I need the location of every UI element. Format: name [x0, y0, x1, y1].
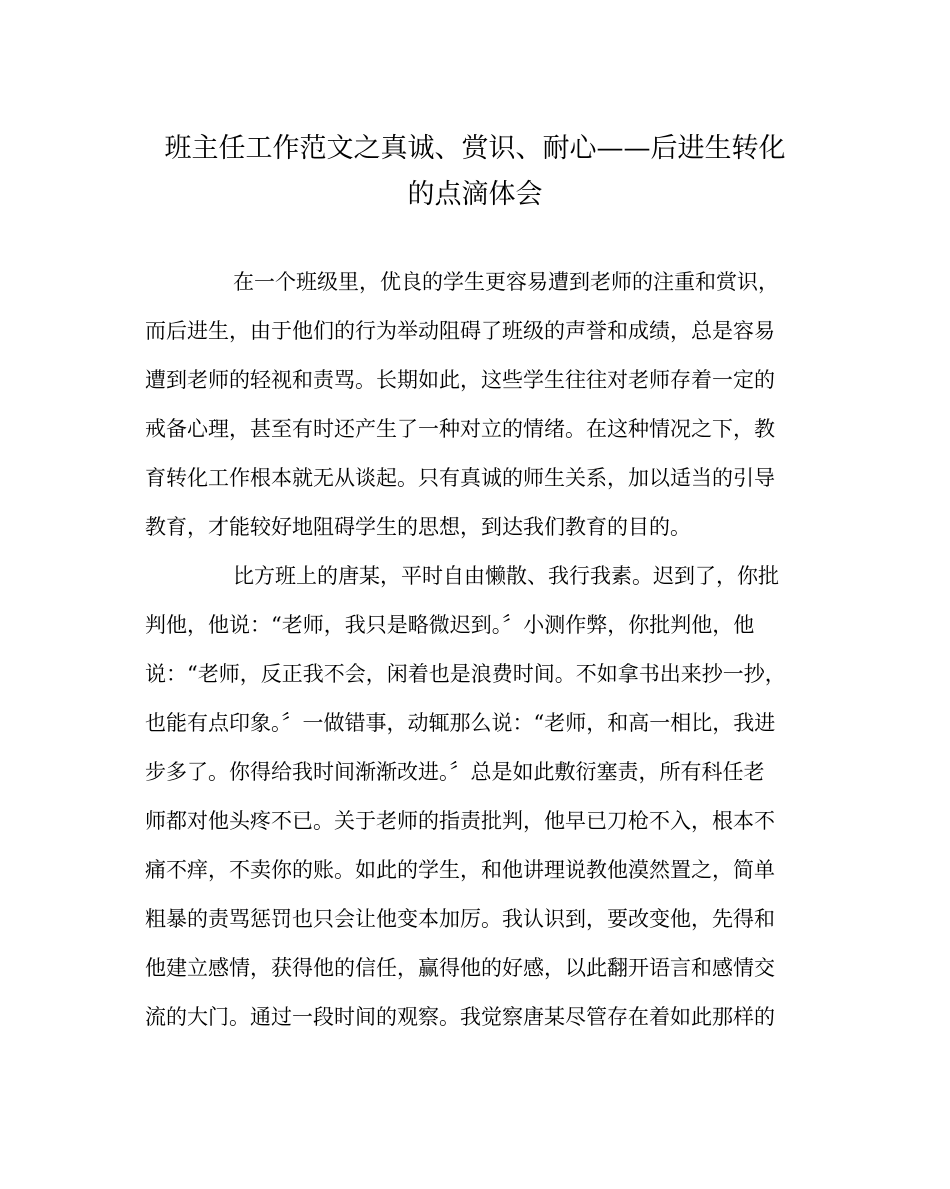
paragraph-1-line-5: 育转化工作根本就无从谈起。只有真诚的师生关系，加以适当的引导	[145, 466, 775, 490]
paragraph-2-line-3: 说：“老师，反正我不会，闲着也是浪费时间。不如拿书出来抄一抄，	[145, 662, 786, 686]
paragraph-2-line-6: 师都对他头疼不已。关于老师的指责批判，他早已刀枪不入，根本不	[145, 809, 775, 833]
paragraph-2-line-7: 痛不痒，不卖你的账。如此的学生，和他讲理说教他漠然置之，简单	[145, 858, 775, 882]
paragraph-1-line-2: 而后进生，由于他们的行为举动阻碍了班级的声誉和成绩，总是容易	[145, 319, 775, 343]
paragraph-1-line-6: 教育，才能较好地阻碍学生的思想，到达我们教育的目的。	[145, 515, 691, 539]
paragraph-2-line-4: 也能有点印象。〞一做错事，动辄那么说：“老师，和高一相比，我进	[145, 711, 776, 735]
paragraph-1-line-3: 遭到老师的轻视和责骂。长期如此，这些学生往往对老师存着一定的	[145, 368, 775, 392]
title-line-2: 的点滴体会	[407, 179, 543, 210]
paragraph-1-line-4: 戒备心理，甚至有时还产生了一种对立的情绪。在这种情况之下，教	[145, 417, 775, 441]
paragraph-2-line-10: 流的大门。通过一段时间的观察。我觉察唐某尽管存在着如此那样的	[145, 1005, 775, 1029]
document-title	[145, 126, 805, 218]
paragraph-2-line-2: 判他，他说：“老师，我只是略微迟到。〞小测作弊，你批判他，他	[145, 613, 755, 637]
paragraph-2-line-1: 比方班上的唐某，平时自由懒散、我行我素。迟到了，你批	[233, 564, 779, 588]
paragraph-2-line-5: 步多了。你得给我时间渐渐改进。〞总是如此敷衍塞责，所有科任老	[145, 760, 765, 784]
title-line-1: 班主任工作范文之真诚、赏识、耐心——后进生转化	[164, 133, 786, 164]
paragraph-2-line-8: 粗暴的责骂惩罚也只会让他变本加厉。我认识到，要改变他，先得和	[145, 907, 775, 931]
paragraph-1-line-1: 在一个班级里，优良的学生更容易遭到老师的注重和赏识，	[233, 270, 779, 294]
paragraph-2-line-9: 他建立感情，获得他的信任，赢得他的好感，以此翻开语言和感情交	[145, 956, 775, 980]
